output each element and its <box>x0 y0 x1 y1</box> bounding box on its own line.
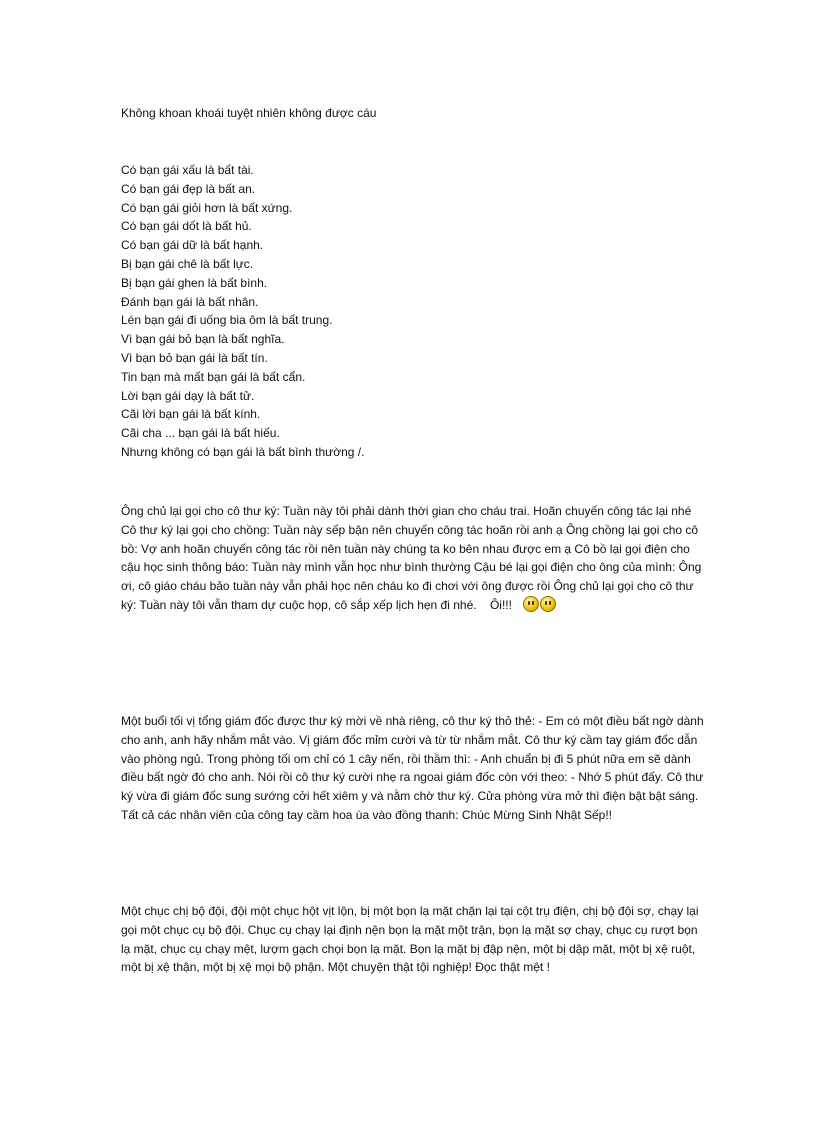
poem-line: Lời bạn gái dạy là bất tử. <box>121 388 255 403</box>
poem-line: Nhưng không có bạn gái là bất bình thường /. <box>121 444 365 459</box>
poem-line: Đánh bạn gái là bất nhân. <box>121 294 259 309</box>
story-secretary-chain <box>121 502 706 615</box>
poem-line: Tin bạn mà mất bạn gái là bất cẩn. <box>121 369 306 384</box>
poem-line: Có bạn gái đẹp là bất an. <box>121 181 256 196</box>
emoji-group <box>522 596 556 615</box>
poem-line: Cãi lời bạn gái là bất kính. <box>121 407 261 422</box>
worried-face-icon <box>540 596 556 612</box>
poem-line: Có bạn gái giỏi hơn là bất xứng. <box>121 200 293 215</box>
poem-line: Vì bạn bỏ bạn gái là bất tín. <box>121 350 268 365</box>
poem-line: Bị bạn gái chê là bất lực. <box>121 256 254 271</box>
exclamation-text: Ôi!!! <box>489 597 512 612</box>
poem-line: Cãi cha ... bạn gái là bất hiếu. <box>121 426 280 441</box>
paragraph-text: Một buổi tối vị tổng giám đốc được thư ký mời về nhà riêng, cô thư ký thỏ thẻ: - Em có một điều bất ngờ dành cho anh, anh hãy nhắm mắt vào. Vị giám đốc mỉm cười và từ từ nhắm mắt. Cô thư ký cầm tay giám đốc dẫn vào phòng ngủ. Trong phòng tối om chỉ có 1 cây nến, rồi thầm thì: - Anh chuẩn bị đi 5 phút nữa em sẽ dành điều bất ngờ đó cho anh. Nói rồi cô thư ký cười nhẹ ra ngoai giám đốc còn với theo: - Nhớ 5 phút đấy. Cô thư ký vừa đi giám đốc sung sướng cởi hết xiêm y và nằm chờ thư ký. Cửa phòng vừa mở thì điện bật bật sáng. Tất cả các nhân viên của công tay cầm hoa ùa vào đồng thanh: Chúc Mừng Sinh Nhật Sếp!! <box>121 714 704 822</box>
worried-face-icon <box>523 596 539 612</box>
poem <box>121 161 364 462</box>
paragraph-text: Ông chủ lại gọi cho cô thư ký: Tuần này tôi phải dành thời gian cho cháu trai. Hoãn chuyến công tác lại nhé Cô thư ký lại gọi cho chồng: Tuần này sếp bận nên chuyến công tác hoãn rồi anh ạ Ông chồng lại gọi cho cô bồ: Vợ anh hoãn chuyến công tác rồi nên tuần này chúng ta ko bên nhau được em ạ Cô bồ lại gọi điện cho cậu học sinh thông báo: Tuần này mình vẫn học như bình thường Cậu bé lại gọi điện cho ông của mình: Ông ơi, cô giáo cháu bảo tuần này vẫn phải học nên cháu ko đi chơi với ông được rồi Ông chủ lại gọi cho cô thư ký: Tuần này tôi vẫn tham dự cuộc họp, cô sắp xếp lịch hẹn đi nhé. <box>121 504 702 612</box>
poem-line: Vì bạn gái bỏ bạn là bất nghĩa. <box>121 332 285 347</box>
story-tongue-twister <box>121 902 706 977</box>
poem-line: Lén bạn gái đi uống bia ôm là bất trung. <box>121 313 333 328</box>
poem-line: Có bạn gái dữ là bất hạnh. <box>121 238 264 253</box>
paragraph-text: Một chục chị bộ đội, đội một chục hột vịt lộn, bị một bọn lạ mặt chặn lại tại cột trụ điện, chị bộ đội sợ, chạy lại gọi một chục cụ bộ đội. Chục cụ chạy lại định nện bọn lạ mặt một trận, bọn lạ mặt sợ chạy, chục cụ rượt bọn lạ mặt, chục cụ chạy mệt, lượm gạch chọi bọn lạ mặt. Bọn lạ mặt bị đập nện, một bị dập mặt, một bị xệ ruột, một bị xệ thận, một bị xệ mọi bộ phận. Một chuyện thật tội nghiệp! Đọc thật mệt ! <box>121 904 699 975</box>
document-title: Không khoan khoái tuyệt nhiên không được cáu <box>121 106 377 120</box>
poem-line: Có bạn gái dốt là bất hủ. <box>121 219 252 234</box>
poem-line: Bị bạn gái ghen là bất bình. <box>121 275 268 290</box>
poem-line: Có bạn gái xấu là bất tài. <box>121 163 254 177</box>
story-birthday-surprise <box>121 712 706 825</box>
